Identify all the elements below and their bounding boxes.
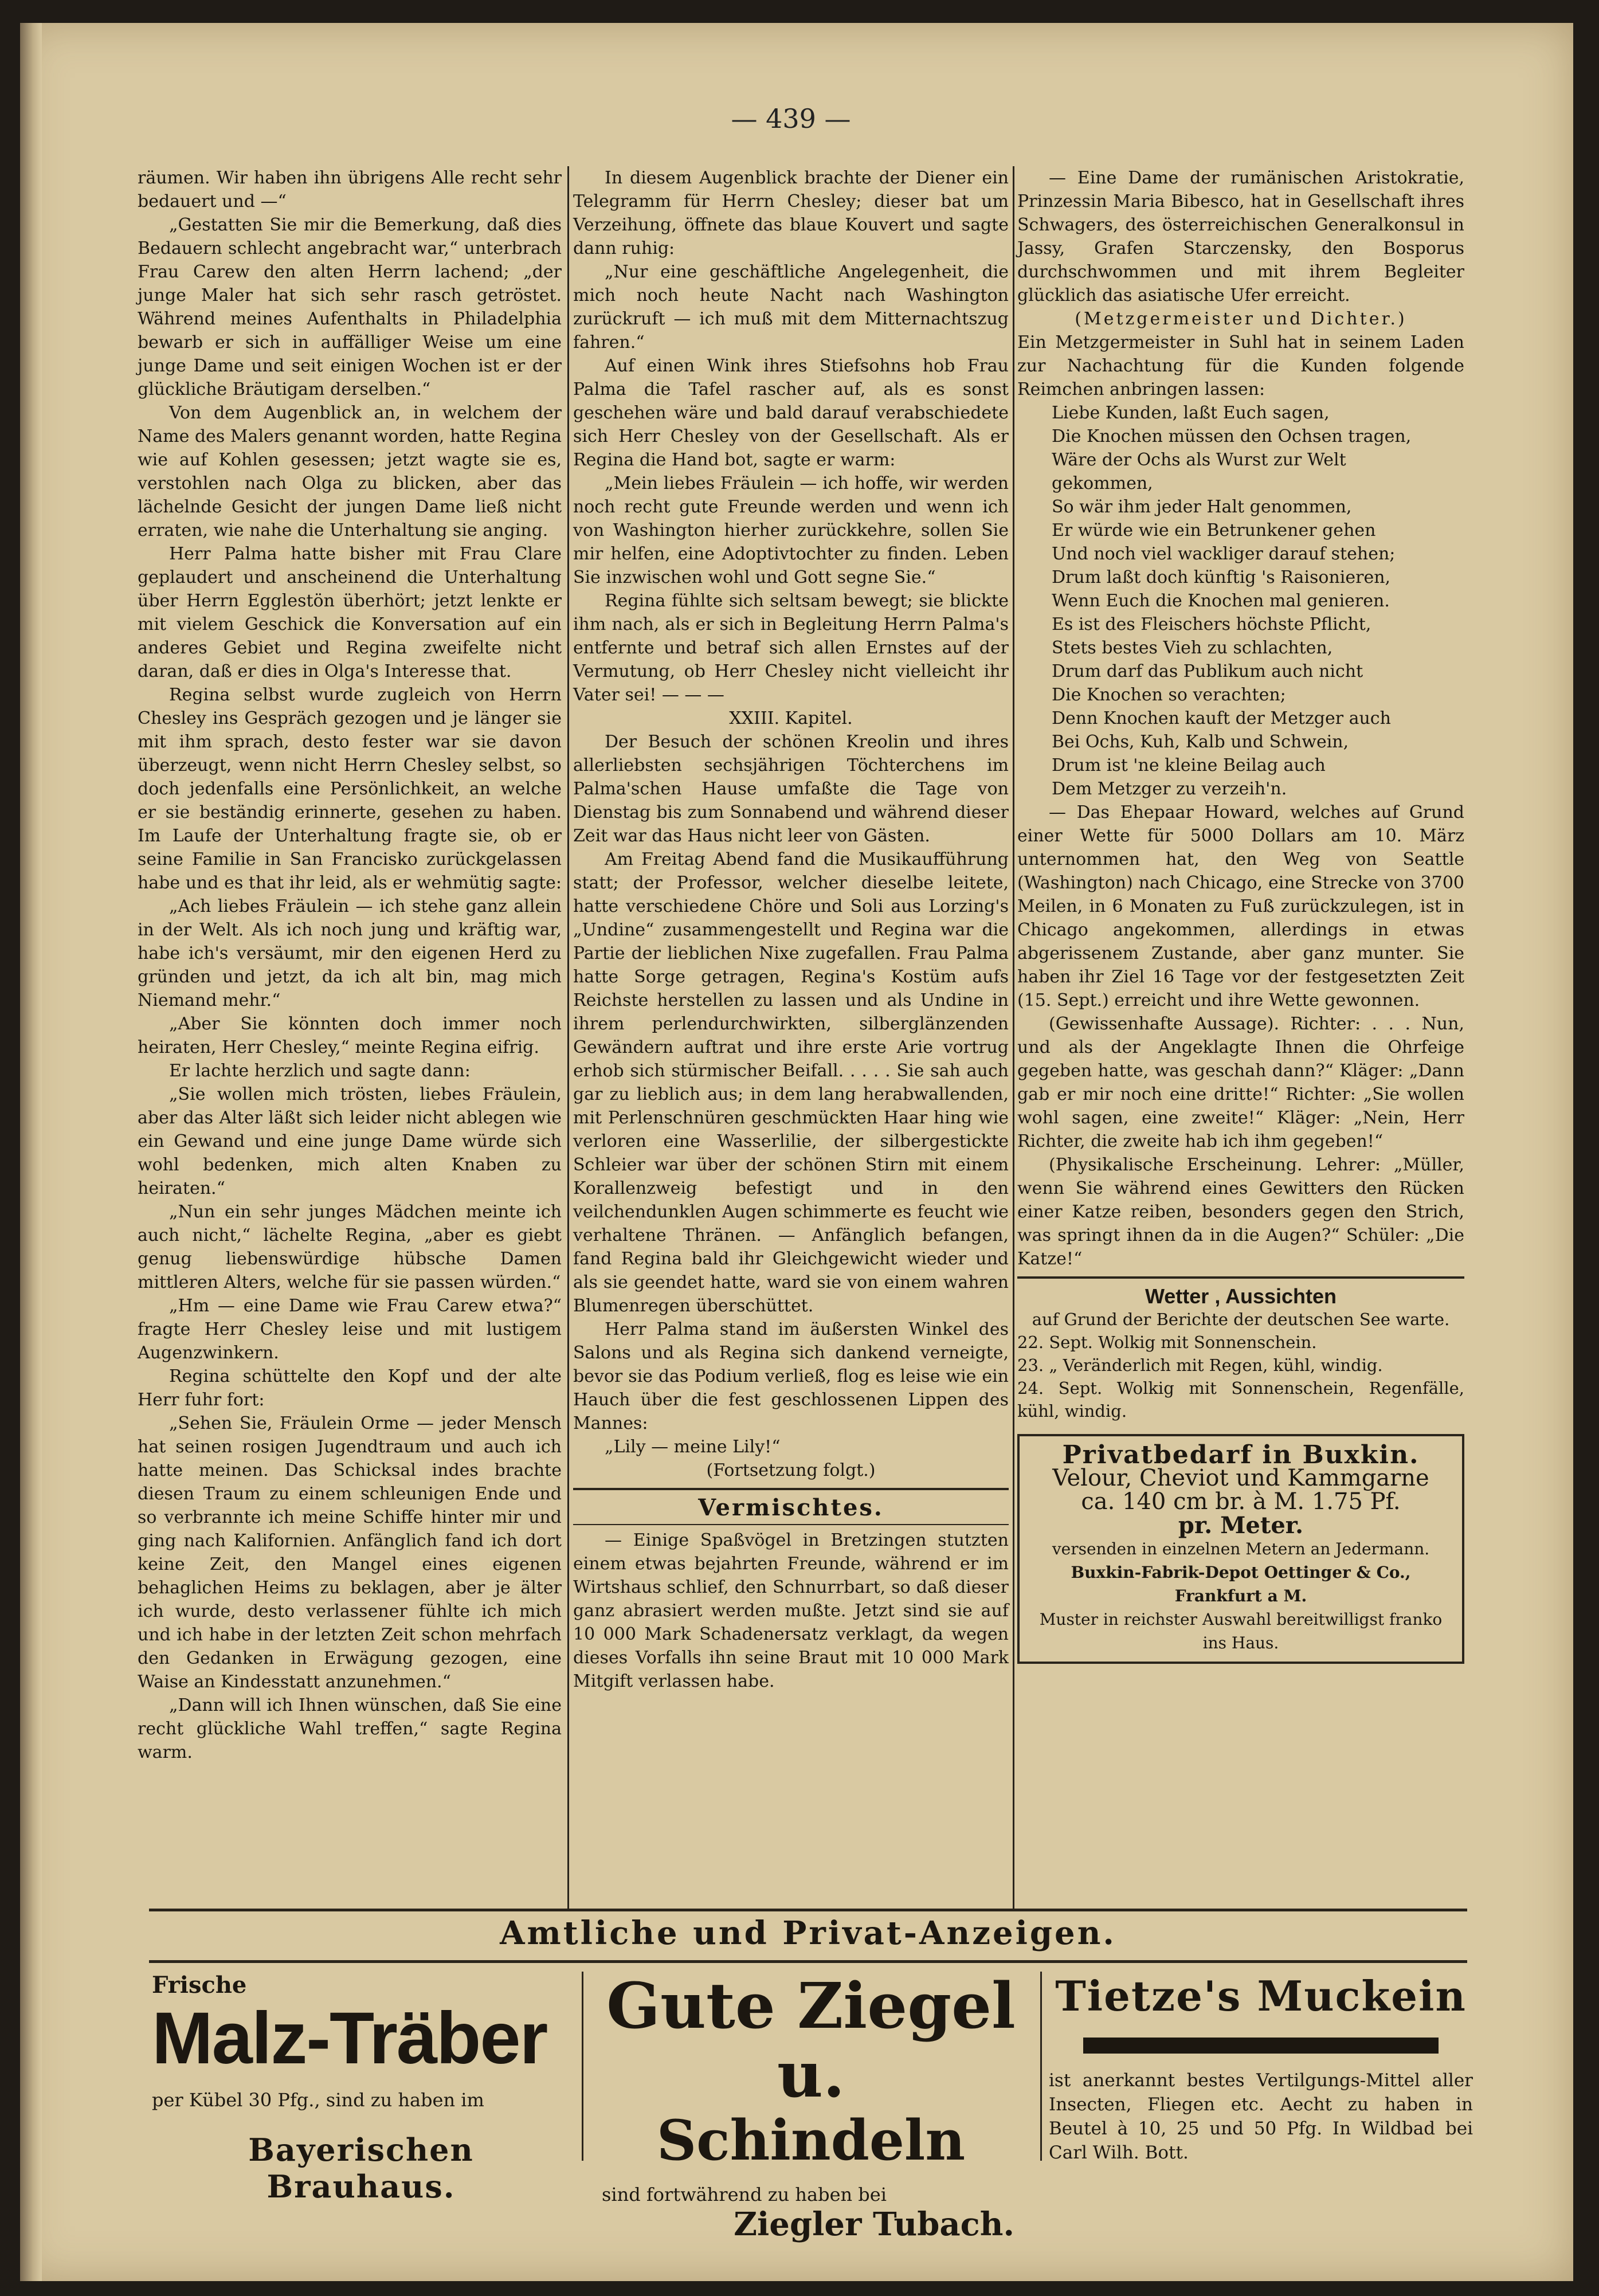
poem-line: gekommen,: [1052, 473, 1153, 493]
paragraph: Auf einen Wink ihres Stiefsohns hob Frau Palma die Tafel rascher auf, als es sonst geschehen wäre und bald darauf verabschiedete sich Herr Chesley von der Gesellschaft. Als er Regina die Hand bot, sagte er warm:: [573, 356, 1009, 470]
ad-divider: [582, 1972, 583, 2161]
poem-line: Die Knochen müssen den Ochsen tragen,: [1052, 426, 1412, 446]
paragraph: „Dann will ich Ihnen wünschen, daß Sie eine recht glückliche Wahl treffen,“ sagte Regina warm.: [138, 1695, 562, 1762]
ziegel-ad: [590, 1969, 1032, 2243]
poem-line: Drum ist 'ne kleine Beilag auch: [1052, 755, 1326, 775]
poem-line: Es ist des Fleischers höchste Pflicht,: [1052, 614, 1371, 634]
poem-line: So wär ihm jeder Halt genommen,: [1052, 497, 1352, 517]
ads-section-title: Amtliche und Privat-Anzeigen.: [500, 1914, 1116, 1952]
ad-divider: [1040, 1972, 1042, 2161]
ad-title: Malz-Träber: [152, 1997, 547, 2079]
paragraph: räumen. Wir haben ihn übrigens Alle recht sehr bedauert und —“: [138, 168, 562, 211]
paragraph: Ein Metzgermeister in Suhl hat in seinem Laden zur Nachachtung für die Kunden folgende Reimchen anbringen lassen:: [1017, 332, 1464, 399]
paragraph: Er lachte herzlich und sagte dann:: [169, 1061, 471, 1081]
paragraph: „Sehen Sie, Fräulein Orme — jeder Mensch hat seinen rosigen Jugendtraum und auch ich hatte meinen. Das Schicksal indes brachte diesen Traum zu einem schleunigen Ende und so verbrannte ich meine Schiffe hinter mir und ging nach Kalifornien. Anfänglich fand ich dort keine Zeit, den Mangel eines eigenen behaglichen Heims zu beklagen, aber je älter ich wurde, desto verlassener fühlte ich mich und ich habe in der letzten Zeit schon mehrfach den Gedanken in Erwägung gezogen, eine Waise an Kindesstatt anzunehmen.“: [138, 1413, 562, 1692]
ads-title-rule: [149, 1960, 1467, 1963]
paragraph: Regina schüttelte den Kopf und der alte Herr fuhr fort:: [138, 1366, 562, 1410]
poem-line: Stets bestes Vieh zu schlachten,: [1052, 638, 1333, 658]
ad-line: sind fortwährend zu haben bei: [602, 2184, 887, 2205]
column-divider: [1013, 166, 1014, 1909]
continued-note: (Fortsetzung folgt.): [706, 1460, 876, 1480]
paragraph: Regina fühlte sich seltsam bewegt; sie blickte ihm nach, als er sich in Begleitung Herrn Palma's entfernte und betraf sich allen Ernstes auf der Vermutung, ob Herr Chesley nicht vielleicht ihr Vater sei! — — —: [573, 591, 1009, 705]
poem-line: Dem Metzger zu verzeih'n.: [1052, 779, 1287, 799]
paragraph: (Physikalische Erscheinung. Lehrer: „Müller, wenn Sie während eines Gewitters den Rücken einer Katze reiben, besonders gegen den Strich, was springt ihnen da in die Augen?“ Schüler: „Die Katze!“: [1017, 1155, 1464, 1269]
buxkin-advertisement: [1017, 1434, 1464, 1664]
poem-line: Denn Knochen kauft der Metzger auch: [1052, 708, 1391, 728]
poem-line: Wenn Euch die Knochen mal genieren.: [1052, 591, 1390, 611]
column-3: [1017, 166, 1464, 1664]
ad-firm: Bayerischen Brauhaus.: [248, 2132, 474, 2205]
weather-entry: 22. Sept. Wolkig mit Sonnenschein.: [1017, 1333, 1317, 1352]
ad-pre: Frische: [152, 1972, 247, 1999]
ad-line: versenden in einzelnen Metern an Jedermann.: [1052, 1539, 1430, 1558]
paragraph: „Gestatten Sie mir die Bemerkung, daß dies Bedauern schlecht angebracht war,“ unterbrach Frau Carew den alten Herrn lachend; „der junge Maler hat sich sehr rasch getröstet. Während meines Aufenthalts in Philadelphia bewarb er sich in auffälliger Weise um eine junge Dame und seit einigen Wochen ist er der glückliche Bräutigam derselben.“: [138, 215, 562, 399]
item-heading: (Metzgermeister und Dichter.): [1075, 309, 1407, 329]
section-heading-vermischtes: Vermischtes.: [698, 1494, 884, 1521]
weather-forecast: [1017, 1308, 1464, 1423]
paragraph: — Eine Dame der rumänischen Aristokratie, Prinzessin Maria Bibesco, hat in Gesellschaft ihres Schwagers, des österreichischen Generalkonsul in Jassy, Grafen Starczensky, den Bosporus durchschwommen und mit ihrem Begleiter glücklich das asiatische Ufer erreicht.: [1017, 168, 1464, 305]
paragraph: Regina selbst wurde zugleich von Herrn Chesley ins Gespräch gezogen und je länger sie mit ihm sprach, desto fester war sie davon überzeugt, wenn nicht Herrn Chesley selbst, so doch jedenfalls eine Persönlichkeit, an welche er sie beständig erinnerte, gesehen zu haben. Im Laufe der Unterhaltung fragte sie, ob er seine Familie in San Francisko zurückgelassen habe und es that ihr leid, als er wehmütig sagte:: [138, 685, 562, 893]
weather-subheading: auf Grund der Berichte der deutschen See warte.: [1032, 1310, 1450, 1329]
weather-entry: 23. „ Veränderlich mit Regen, kühl, windig.: [1017, 1355, 1383, 1375]
chapter-heading: XXIII. Kapitel.: [729, 708, 853, 728]
ad-line: ca. 140 cm br. à M. 1.75 Pf.: [1081, 1488, 1401, 1515]
ad-black-bar: [1083, 2038, 1439, 2054]
ads-top-rule: [149, 1909, 1467, 1911]
poem-line: Bei Ochs, Kuh, Kalb und Schwein,: [1052, 732, 1349, 752]
paragraph: In diesem Augenblick brachte der Diener ein Telegramm für Herrn Chesley; dieser bat um Verzeihung, öffnete das blaue Kouvert und sagte dann ruhig:: [573, 168, 1009, 258]
ad-title: Gute Ziegel u.: [606, 1969, 1016, 2111]
ad-title: Privatbedarf in Buxkin.: [1062, 1440, 1420, 1470]
weather-heading: Wetter , Aussichten: [1145, 1284, 1337, 1308]
paragraph: Von dem Augenblick an, in welchem der Name des Malers genannt worden, hatte Regina wie auf Kohlen gesessen; jetzt wagte sie es, verstohlen nach Olga zu blicken, aber das lächelnde Gesicht der jungen Dame ließ nicht erraten, wie nahe die Unterhaltung sie anging.: [138, 403, 562, 540]
section-rule: [573, 1488, 1009, 1490]
paragraph: „Nur eine geschäftliche Angelegenheit, die mich noch heute Nacht nach Washington zurückruft — ich muß mit dem Mitternachtszug fahren.“: [573, 262, 1009, 352]
poem: [1017, 401, 1464, 801]
paragraph: Der Besuch der schönen Kreolin und ihres allerliebsten sechsjährigen Töchterchens im Palma'schen Hause umfaßte die Tage von Dienstag bis zum Sonnabend und während dieser Zeit war das Haus nicht leer von Gästen.: [573, 732, 1009, 846]
poem-line: Drum darf das Publikum auch nicht: [1052, 661, 1363, 681]
tietze-ad: [1049, 1972, 1473, 2165]
heading-underline: [573, 1524, 1009, 1525]
ad-title: Tietze's Muckein: [1055, 1972, 1467, 2020]
paragraph: „Nun ein sehr junges Mädchen meinte ich auch nicht,“ lächelte Regina, „aber es giebt genug liebenswürdige hübsche Damen mittleren Alters, welche für sie passen würden.“: [138, 1202, 562, 1292]
paragraph: „Mein liebes Fräulein — ich hoffe, wir werden noch recht gute Freunde werden und wenn ich von Washington hierher zurückkehre, sollen Sie mir helfen, eine Adoptivtochter zu finden. Leben Sie inzwischen wohl und Gott segne Sie.“: [573, 473, 1009, 587]
ad-line: Velour, Cheviot und Kammgarne: [1052, 1465, 1429, 1491]
weather-entry: 24. Sept. Wolkig mit Sonnenschein, Regenfälle, kühl, windig.: [1017, 1378, 1464, 1421]
ad-title: Schindeln: [656, 2108, 966, 2173]
ad-line: per Kübel 30 Pfg., sind zu haben im: [152, 2089, 484, 2111]
paragraph: „Aber Sie könnten doch immer noch heiraten, Herr Chesley,“ meinte Regina eifrig.: [138, 1014, 562, 1057]
paragraph: — Einige Spaßvögel in Bretzingen stutzten einem etwas bejahrten Freunde, während er im Wirtshaus schlief, den Schnurrbart, so daß dieser ganz abrasiert werden mußte. Jetzt sind sie auf 10 000 Mark Schadenersatz verklagt, da wegen dieses Vorfalls ihn seine Braut mit 10 000 Mark Mitgift verlassen habe.: [573, 1530, 1009, 1691]
ad-line: pr. Meter.: [1178, 1512, 1304, 1539]
poem-line: Die Knochen so verachten;: [1052, 685, 1286, 705]
poem-line: Und noch viel wackliger darauf stehen;: [1052, 544, 1396, 564]
poem-line: Drum laßt doch künftig 's Raisonieren,: [1052, 567, 1391, 587]
paragraph: (Gewissenhafte Aussage). Richter: . . . Nun, und als der Angeklagte Ihnen die Ohrfeige gegeben hatte, was geschah dann?“ Kläger: „Dann gab er mir noch eine dritte!“ Richter: „Sie wollen wohl sagen, eine zweite!“ Kläger: „Nein, Herr Richter, die zweite hab ich ihm gegeben!“: [1017, 1014, 1464, 1151]
paragraph: Herr Palma hatte bisher mit Frau Clare geplaudert und anscheinend die Unterhaltung über Herrn Egglestön überhört; jetzt lenkte er mit vielem Geschick die Konversation auf ein anderes Gebiet und Regina zweifelte nicht daran, daß er dies in Olga's Interesse that.: [138, 544, 562, 681]
page-number: — 439 —: [731, 103, 851, 134]
malz-traeber-ad: [152, 1972, 570, 2205]
ad-line: Buxkin-Fabrik-Depot Oettinger & Co., Frankfurt a M.: [1071, 1563, 1411, 1605]
poem-line: Wäre der Ochs als Wurst zur Welt: [1052, 450, 1346, 470]
ad-line: Muster in reichster Auswahl bereitwilligst franko ins Haus.: [1039, 1610, 1443, 1652]
poem-line: Liebe Kunden, laßt Euch sagen,: [1052, 403, 1330, 423]
paragraph: „Ach liebes Fräulein — ich stehe ganz allein in der Welt. Als ich noch jung und kräftig war, habe ich's versäumt, mir den eigenen Herd zu gründen und jetzt, da ich alt bin, mag mich Niemand mehr.“: [138, 896, 562, 1010]
column-1: [138, 166, 562, 1764]
column-2: [573, 166, 1009, 1693]
binding-gutter: [20, 23, 42, 2281]
paragraph: Am Freitag Abend fand die Musikaufführung statt; der Professor, welcher dieselbe leitete, hatte verschiedene Chöre und Soli aus Lorzing's „Undine“ zusammengestellt und Regina war die Partie der lieblichen Nixe zugefallen. Frau Palma hatte Sorge getragen, Regina's Kostüm aufs Reichste herstellen zu lassen und als Undine in ihrem perlendurchwirkten, silberglänzenden Gewändern auftrat und ihre erste Arie vortrug erhob sich stürmischer Beifall. . . . . Sie sah auch gar zu lieblich aus; in dem lang herabwallenden, mit Perlenschnüren geschmückten Haar hing wie verloren eine Wasserlilie, der silbergestickte Schleier war über der schönen Stirn mit einem Korallenzweig befestigt und in den veilchendunklen Augen schimmerte es feucht wie verhaltene Thränen. — Anfänglich befangen, fand Regina bald ihr Gleichgewicht wieder und als sie geendet hatte, ward sie von einem wahren Blumenregen überschüttet.: [573, 849, 1009, 1316]
paragraph: — Das Ehepaar Howard, welches auf Grund einer Wette für 5000 Dollars am 10. März unternommen hat, den Weg von Seattle (Washington) nach Chicago, eine Strecke von 3700 Meilen, in 6 Monaten zu Fuß zurückzulegen, ist in Chicago angekommen, allerdings in etwas abgerissenem Zustande, aber ganz munter. Sie haben ihr Ziel 16 Tage vor der festgesetzten Zeit (15. Sept.) erreicht und ihre Wette gewonnen.: [1017, 802, 1464, 1010]
paragraph: Herr Palma stand im äußersten Winkel des Salons und als Regina sich dankend verneigte, bevor sie das Podium verließ, flog es leise wie ein Hauch über die fest geschlossenen Lippen des Mannes:: [573, 1319, 1009, 1433]
paragraph: „Hm — eine Dame wie Frau Carew etwa?“ fragte Herr Chesley leise und mit lustigem Augenzwinkern.: [138, 1296, 562, 1363]
paragraph: „Sie wollen mich trösten, liebes Fräulein, aber das Alter läßt sich leider nicht ablegen wie ein Gewand und eine junge Dame würde sich wohl bedenken, mich alten Knaben zu heiraten.“: [138, 1084, 562, 1198]
ad-firm: Ziegler Tubach.: [734, 2205, 1014, 2243]
quote-line: „Lily — meine Lily!“: [605, 1437, 781, 1457]
column-divider: [567, 166, 569, 1909]
poem-line: Er würde wie ein Betrunkener gehen: [1052, 520, 1376, 540]
ad-text: ist anerkannt bestes Vertilgungs-Mittel aller Insecten, Fliegen etc. Aecht zu haben in Beutel à 10, 25 und 50 Pfg. In Wildbad bei Carl Wilh. Bott.: [1049, 2070, 1473, 2163]
section-rule: [1017, 1276, 1464, 1279]
